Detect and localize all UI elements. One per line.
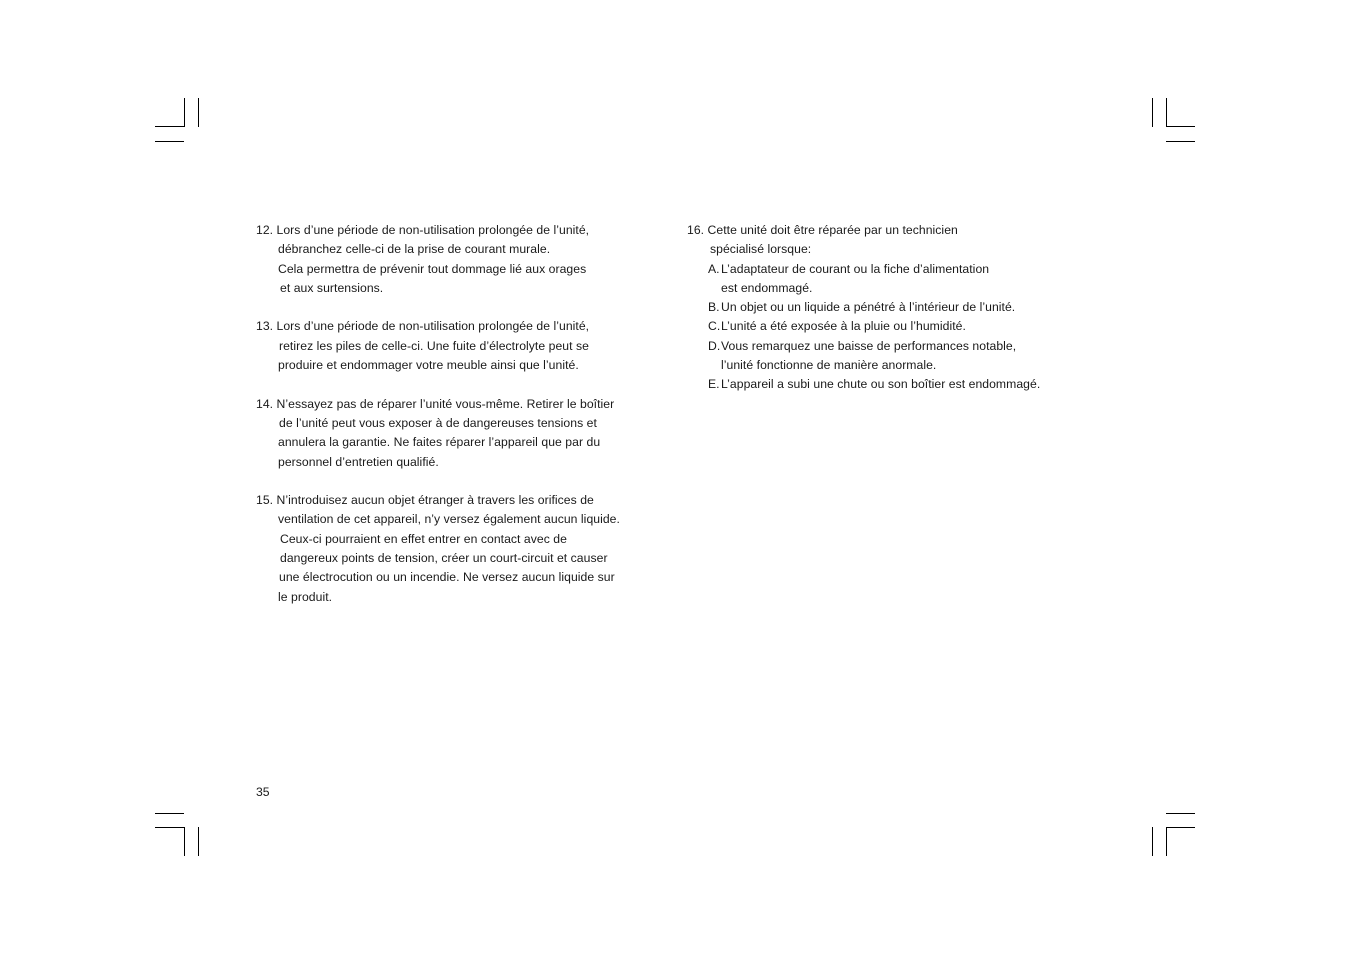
subitem-continuation: est endommagé. [721,280,813,295]
item-line: annulera la garantie. Ne faites réparer l’appareil que par du [278,435,601,450]
page-number: 35 [256,785,270,799]
subitem-letter: D. [708,338,721,353]
item-line: débranchez celle-ci de la prise de courant murale. [278,242,551,257]
safety-item-16 [687,221,1107,395]
safety-item-12 [256,221,676,298]
subitem-text: L’appareil a subi une chute ou son boîtier est endommagé. [721,377,1041,392]
item-line: personnel d’entretien qualifié. [278,454,439,469]
safety-item-13 [256,317,676,375]
item-line: Cela permettra de prévenir tout dommage lié aux orages [278,261,587,276]
subitem-text: L’adaptateur de courant ou la fiche d’alimentation [721,261,990,276]
item-line: 16. Cette unité doit être réparée par un technicien [687,223,958,237]
subitem-a [687,260,1107,279]
safety-item-14 [256,395,676,472]
subitem-e [687,375,1107,394]
subitem-c [687,317,1107,336]
item-line: spécialisé lorsque: [710,242,812,257]
item-line: ventilation de cet appareil, n’y versez également aucun liquide. [278,512,620,527]
safety-item-15 [256,491,676,607]
item-line: 15. N’introduisez aucun objet étranger à travers les orifices de [256,493,594,508]
item-line: de l’unité peut vous exposer à de dangereuses tensions et [279,415,597,430]
item-line: une électrocution ou un incendie. Ne versez aucun liquide sur [279,570,615,585]
item-line: 14. N’essayez pas de réparer l’unité vous-même. Retirer le boîtier [256,396,615,411]
item-line: Ceux-ci pourraient en effet entrer en contact avec de [280,531,567,546]
subitem-text: Un objet ou un liquide a pénétré à l’intérieur de l’unité. [721,300,1016,315]
subitem-letter: E. [708,377,720,392]
item-line: dangereux points de tension, créer un court-circuit et causer [280,551,608,566]
left-column [256,221,676,607]
subitem-letter: B. [708,300,720,315]
right-column [687,221,1107,395]
item-line: retirez les piles de celle-ci. Une fuite d’électrolyte peut se [279,338,589,353]
item-line: 13. Lors d’une période de non-utilisation prolongée de l’unité, [256,319,590,334]
item-line: le produit. [278,589,333,604]
subitem-letter: C. [708,319,721,334]
item-line: et aux surtensions. [280,280,384,295]
subitem-b [687,298,1107,317]
item-line: produire et endommager votre meuble ainsi que l’unité. [278,358,579,373]
item-line: 12. Lors d’une période de non-utilisation prolongée de l’unité, [256,223,590,237]
subitem-text: L’unité a été exposée à la pluie ou l’humidité. [721,319,966,334]
subitem-continuation: l’unité fonctionne de manière anormale. [721,358,937,373]
subitem-letter: A. [708,261,720,276]
subitem-d [687,337,1107,356]
subitem-text: Vous remarquez une baisse de performances notable, [721,338,1017,353]
